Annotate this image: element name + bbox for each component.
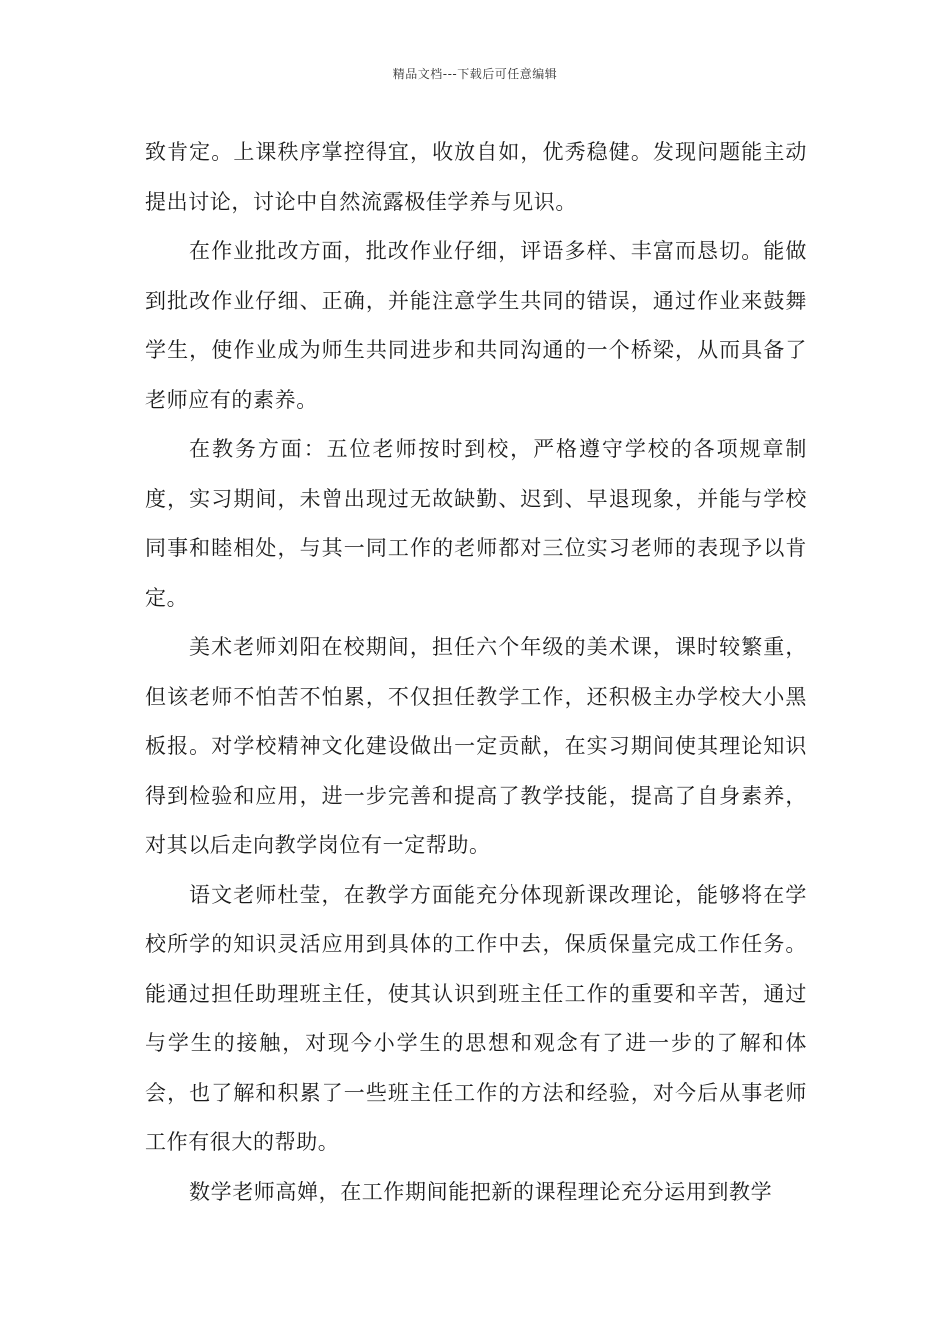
body-text [145,128,807,1217]
paragraph: 美术老师刘阳在校期间，担任六个年级的美术课，课时较繁重，但该老师不怕苦不怕累，不仅担任教学工作，还积极主办学校大小黑板报。对学校精神文化建设做出一定贡献，在实习期间使其理论知识得到检验和应用，进一步完善和提高了教学技能，提高了自身素养，对其以后走向教学岗位有一定帮助。 [145,635,807,857]
paragraph: 数学老师高婵，在工作期间能把新的课程理论充分运用到教学 [189,1179,773,1204]
paragraph: 在作业批改方面，批改作业仔细，评语多样、丰富而恳切。能做到批改作业仔细、正确，并能注意学生共同的错误，通过作业来鼓舞学生，使作业成为师生共同进步和共同沟通的一个桥梁，从而具备了老师应有的素养。 [145,239,807,412]
page-header: 精品文档---下载后可任意编辑 [392,67,558,81]
paragraph: 在教务方面：五位老师按时到校，严格遵守学校的各项规章制度，实习期间，未曾出现过无故缺勤、迟到、早退现象，并能与学校同事和睦相处，与其一同工作的老师都对三位实习老师的表现予以肯定。 [145,437,807,610]
paragraph: 致肯定。上课秩序掌控得宜，收放自如，优秀稳健。发现问题能主动提出讨论，讨论中自然流露极佳学养与见识。 [145,140,807,214]
paragraph: 语文老师杜莹，在教学方面能充分体现新课改理论，能够将在学校所学的知识灵活应用到具体的工作中去，保质保量完成工作任务。能通过担任助理班主任，使其认识到班主任工作的重要和辛苦，通过与学生的接触，对现今小学生的思想和观念有了进一步的了解和体会，也了解和积累了一些班主任工作的方法和经验，对今后从事老师工作有很大的帮助。 [145,882,807,1154]
